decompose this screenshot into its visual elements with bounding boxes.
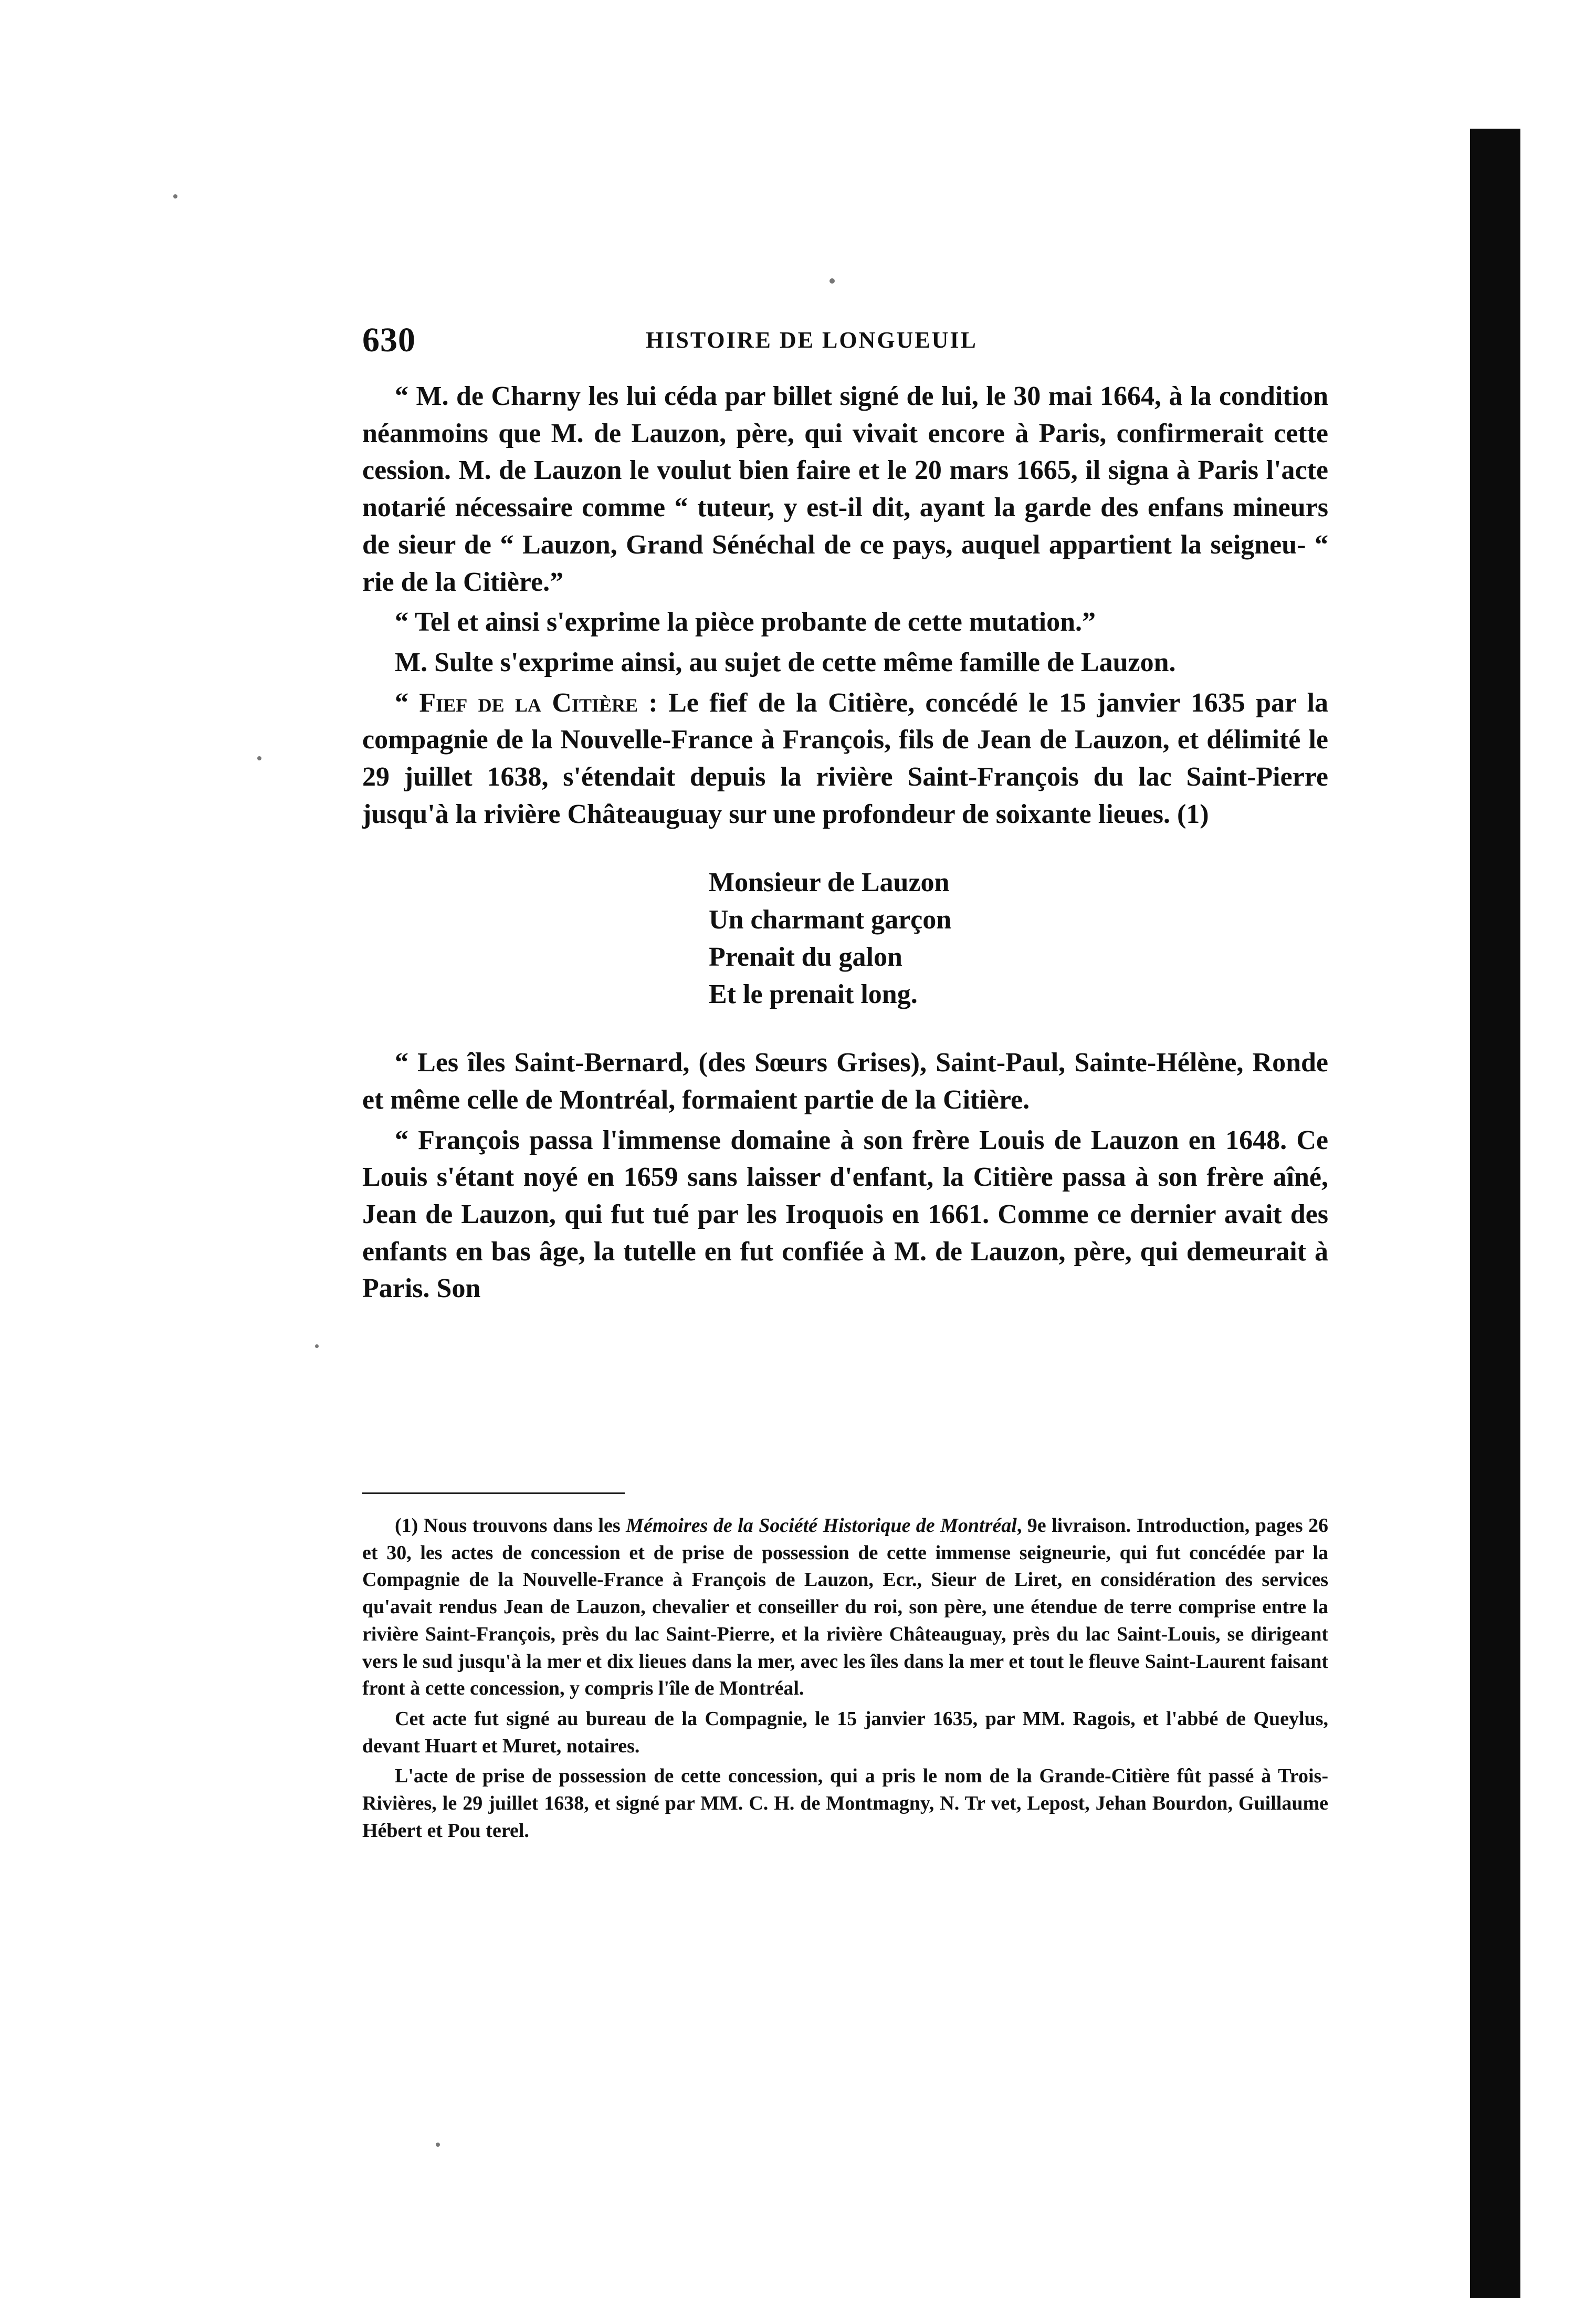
verse-line: Un charmant garçon [709,905,952,935]
footnote [362,1512,1328,1702]
verse-line: Monsieur de Lauzon [709,868,950,898]
section-label: Fief de la Citière : [419,687,658,718]
paragraph: “ Fief de la Citière : Le fief de la Citière, concédé le 15 janvier 1635 par la compagnie de la Nouvelle-France à François, fils de Jean de Lauzon, et délimité le 29 juillet 1638, s'étendait depuis la rivière Saint-François du lac Saint-Pierre jusqu'à la rivière Châteauguay sur une profondeur de soixante lieues. (1) [362,687,1329,829]
running-head [362,320,1066,357]
footnotes [362,1512,1328,1844]
scan-speck [830,278,835,284]
verse-line: Et le prenait long. [709,979,918,1009]
footnote-rule [362,1492,625,1494]
footnote: Cet acte fut signé au bureau de la Compagnie, le 15 janvier 1635, par MM. Ragois, et l'abbé de Queylus, devant Huart et Muret, notaires. [362,1707,1328,1757]
footnote-citation: Mémoires de la Société Historique de Montréal [626,1514,1017,1537]
scan-speck [257,756,261,760]
footnote-text: , 9e livraison. Introduction, pages 26 et 30, les actes de concession et de prise de possession de cette immense seigneurie, qui fut concédée par la Compagnie de la Nouvelle-France à François de Lauzon, Ecr., Sieur de Liret, en considération des services qu'avait rendus Jean de Lauzon, chevalier et conseiller du roi, son père, une étendue de terre comprise entre la rivière Saint-François, près du lac Saint-Pierre, et la rivière Châteauguay, près du lac Saint-Louis, se dirigeant vers le sud jusqu'à la mer et dix lieues dans la mer, avec les îles dans la mer et tout le fleuve Saint-Laurent faisant front à cette concession, y compris l'île de Montréal. [362,1514,1328,1700]
verse [709,864,1328,1013]
page-number: 630 [362,321,416,359]
scan-speck [173,194,177,199]
footnote-intro: (1) Nous trouvons dans les [395,1514,621,1537]
paragraph: M. Sulte s'exprime ainsi, au sujet de cette même famille de Lauzon. [395,647,1176,677]
paragraph: “ Tel et ainsi s'exprime la pièce probante de cette mutation.” [395,607,1096,638]
scan-speck [315,1344,319,1348]
paragraph: “ François passa l'immense domaine à son frère Louis de Lauzon en 1648. Ce Louis s'étant noyé en 1659 sans laisser d'enfant, la Citière passa à son frère aîné, Jean de Lauzon, qui fut tué par les Iroquois en 1661. Comme ce dernier avait des enfants en bas âge, la tutelle en fut confiée à M. de Lauzon, père, qui demeurait à Paris. Son [362,1125,1328,1304]
paragraph: “ Les îles Saint-Bernard, (des Sœurs Grises), Saint-Paul, Sainte-Hélène, Ronde et même celle de Montréal, formaient partie de la Citière. [362,1048,1328,1115]
paragraph-text: Le fief de la Citière, concédé le 15 janvier 1635 par la compagnie de la Nouvelle-France à François, fils de Jean de Lauzon, et délimité le 29 juillet 1638, s'étendait depuis la rivière Saint-François du lac Saint-Pierre jusqu'à la rivière Châteauguay sur une profondeur de soixante lieues. (1) [362,687,1329,829]
book-title: HISTOIRE DE LONGUEUIL [646,327,978,353]
main-text [362,378,1328,1308]
paragraph: “ M. de Charny les lui céda par billet signé de lui, le 30 mai 1664, à la condition néanmoins que M. de Lauzon, père, qui vivait encore à Paris, confirmerait cette cession. M. de Lauzon le voulut bien faire et le 20 mars 1665, il signa à Paris l'acte notarié nécessaire comme “ tuteur, y est-il dit, ayant la garde des enfans mineurs de sieur de “ Lauzon, Grand Sénéchal de ce pays, auquel appartient la seigneu- “ rie de la Citière.” [362,381,1328,597]
verse-line: Prenait du galon [709,942,902,972]
scan-speck [436,2143,440,2147]
footnote: L'acte de prise de possession de cette concession, qui a pris le nom de la Grande-Citière fût passé à Trois-Rivières, le 29 juillet 1638, et signé par MM. C. H. de Montmagny, N. Tr vet, Lepost, Jehan Bourdon, Guillaume Hébert et Pou terel. [362,1765,1328,1842]
scan-page-edge [1470,129,1520,2298]
